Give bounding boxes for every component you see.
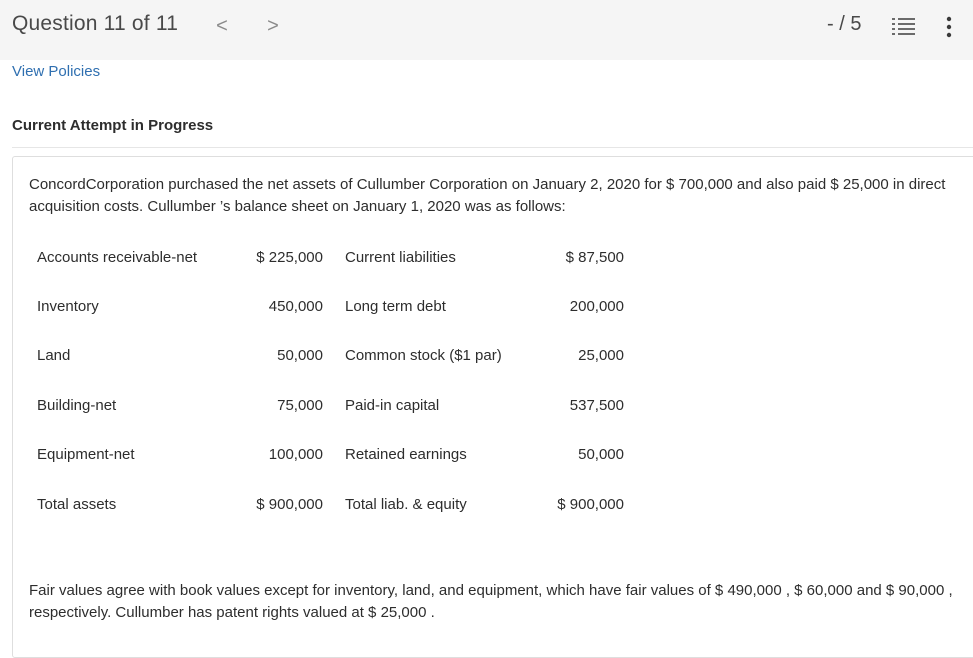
question-counter: Question 11 of 11 (12, 12, 179, 35)
asset-value: 450,000 (268, 298, 323, 315)
liability-total-label: Total liab. & equity (345, 496, 467, 513)
asset-value: 75,000 (277, 397, 323, 414)
liability-value: 537,500 (569, 397, 624, 414)
asset-total-value: $ 900,000 (256, 496, 323, 513)
liability-value: 50,000 (578, 446, 624, 463)
liability-value: $ 87,500 (565, 249, 624, 266)
more-options-icon[interactable] (942, 14, 956, 40)
question-list-icon[interactable] (892, 17, 916, 37)
attempt-status: Current Attempt in Progress (12, 117, 214, 134)
asset-label: Inventory (37, 298, 99, 315)
liability-label: Common stock ($1 par) (345, 347, 502, 364)
question-intro: ConcordCorporation purchased the net assets of Cullumber Corporation on January 2, 2020 for $ 700,000 and also paid $ 25,000 in direct acquisition costs. Cullumber ’s balance sheet on January 1, 2020 was as follows: (29, 176, 946, 215)
question-note: Fair values agree with book values except for inventory, land, and equipment, which have fair values of $ 490,000 , $ 60,000 and $ 90,000 , respectively. Cullumber has patent rights valued at $ 25,000 . (29, 582, 953, 621)
asset-value: 50,000 (277, 347, 323, 364)
divider (12, 147, 973, 148)
asset-value: 100,000 (268, 446, 323, 463)
liability-label: Current liabilities (345, 249, 456, 266)
asset-label: Equipment-net (37, 446, 135, 463)
asset-label: Land (37, 347, 71, 364)
score-display: - / 5 (827, 13, 862, 35)
view-policies-link[interactable]: View Policies (12, 63, 101, 80)
asset-total-label: Total assets (37, 496, 117, 513)
asset-value: $ 225,000 (256, 249, 323, 266)
next-question-button[interactable]: > (267, 15, 279, 37)
asset-label: Accounts receivable-net (37, 249, 198, 266)
asset-label: Building-net (37, 397, 117, 414)
liability-value: 25,000 (578, 347, 624, 364)
liability-label: Paid-in capital (345, 397, 440, 414)
liability-total-value: $ 900,000 (557, 496, 624, 513)
liability-value: 200,000 (569, 298, 624, 315)
liability-label: Retained earnings (345, 446, 467, 463)
previous-question-button[interactable]: < (216, 15, 228, 37)
liability-label: Long term debt (345, 298, 446, 315)
question-header-bar (0, 0, 973, 60)
